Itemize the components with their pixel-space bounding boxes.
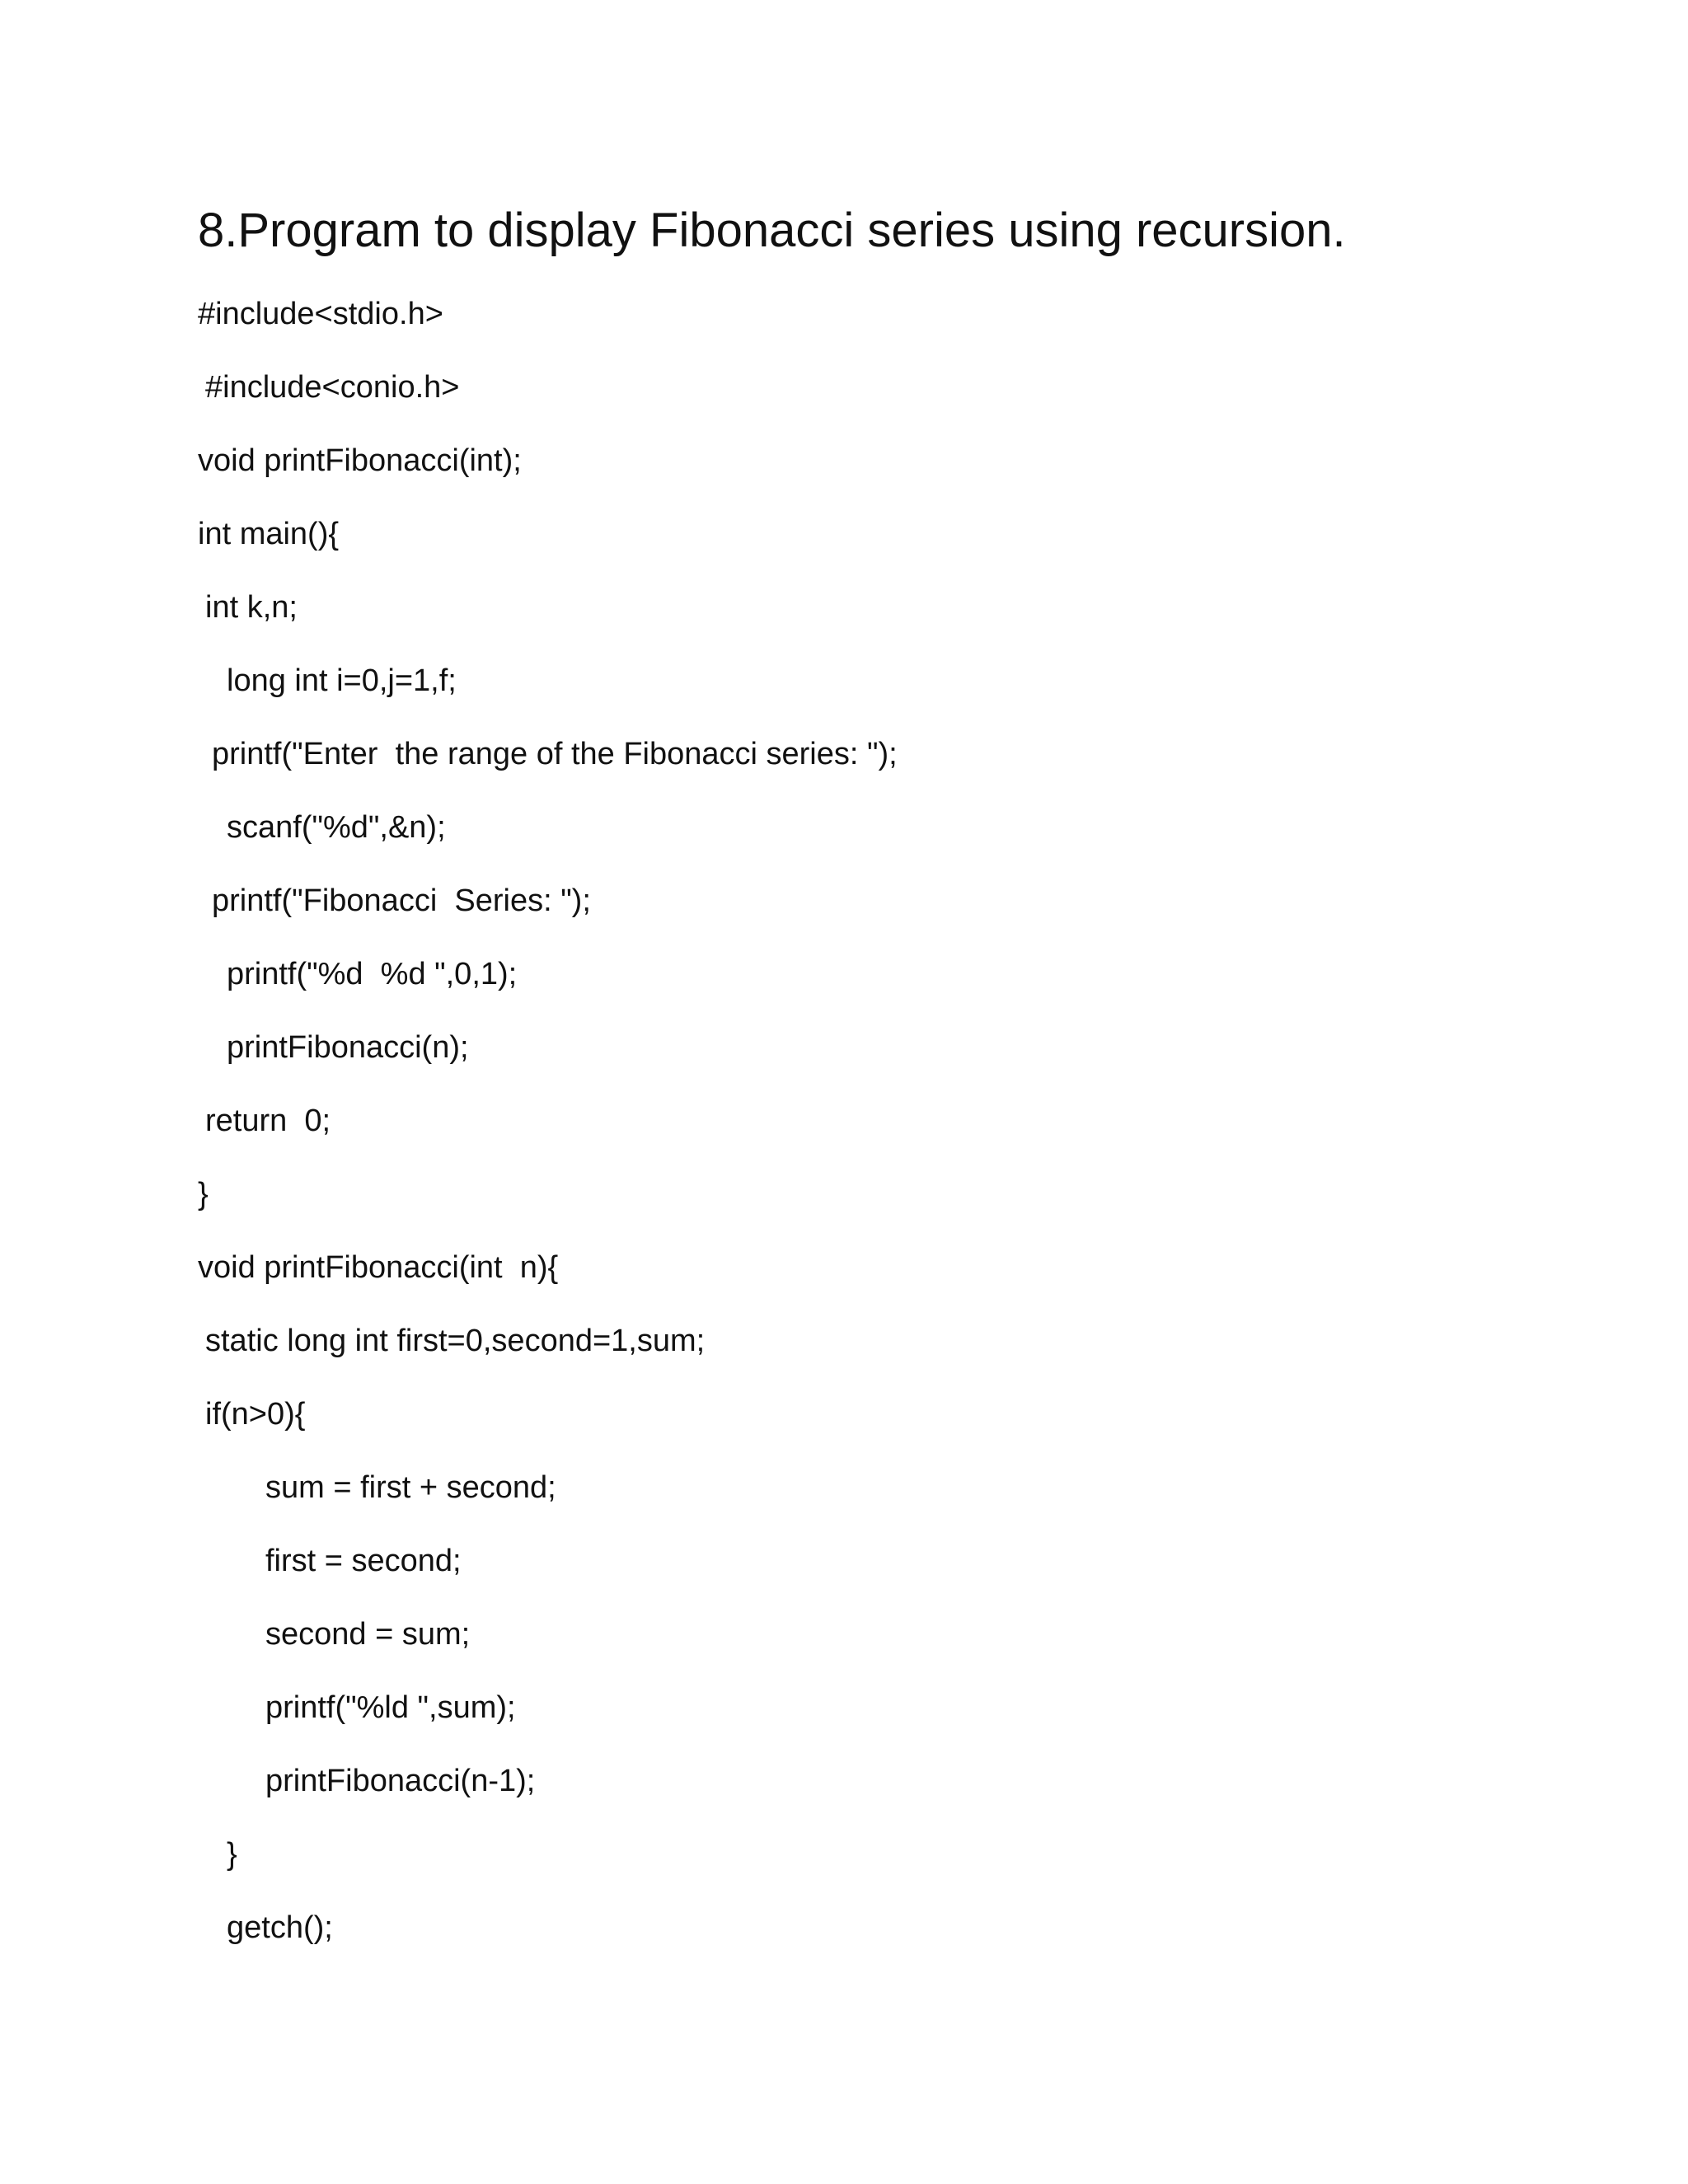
code-line: first = second; — [265, 1544, 462, 1578]
code-line: void printFibonacci(int); — [198, 443, 522, 478]
code-line: sum = first + second; — [265, 1470, 556, 1505]
code-line: void printFibonacci(int n){ — [198, 1250, 559, 1285]
code-line: printf("Fibonacci Series: "); — [212, 883, 591, 918]
code-line: #include<stdio.h> — [198, 297, 443, 331]
code-line: printf("%ld ",sum); — [265, 1690, 516, 1725]
code-line: printFibonacci(n-1); — [265, 1764, 536, 1798]
code-line: long int i=0,j=1,f; — [227, 663, 457, 698]
code-line: second = sum; — [265, 1617, 471, 1652]
code-line: int main(){ — [198, 517, 340, 551]
code-line: } — [198, 1177, 209, 1212]
code-line: scanf("%d",&n); — [227, 810, 446, 845]
code-line: printf("Enter the range of the Fibonacci series: "); — [212, 737, 898, 771]
code-line: getch(); — [227, 1910, 333, 1945]
code-line: return 0; — [205, 1104, 331, 1138]
code-line: int k,n; — [205, 590, 298, 625]
code-line: #include<conio.h> — [205, 370, 460, 405]
code-line: } — [227, 1837, 237, 1872]
page-title: 8.Program to display Fibonacci series using recursion. — [198, 204, 1346, 257]
code-line: printFibonacci(n); — [227, 1030, 469, 1065]
code-line: static long int first=0,second=1,sum; — [205, 1324, 706, 1358]
code-line: if(n>0){ — [205, 1397, 306, 1432]
code-line: printf("%d %d ",0,1); — [227, 957, 518, 991]
